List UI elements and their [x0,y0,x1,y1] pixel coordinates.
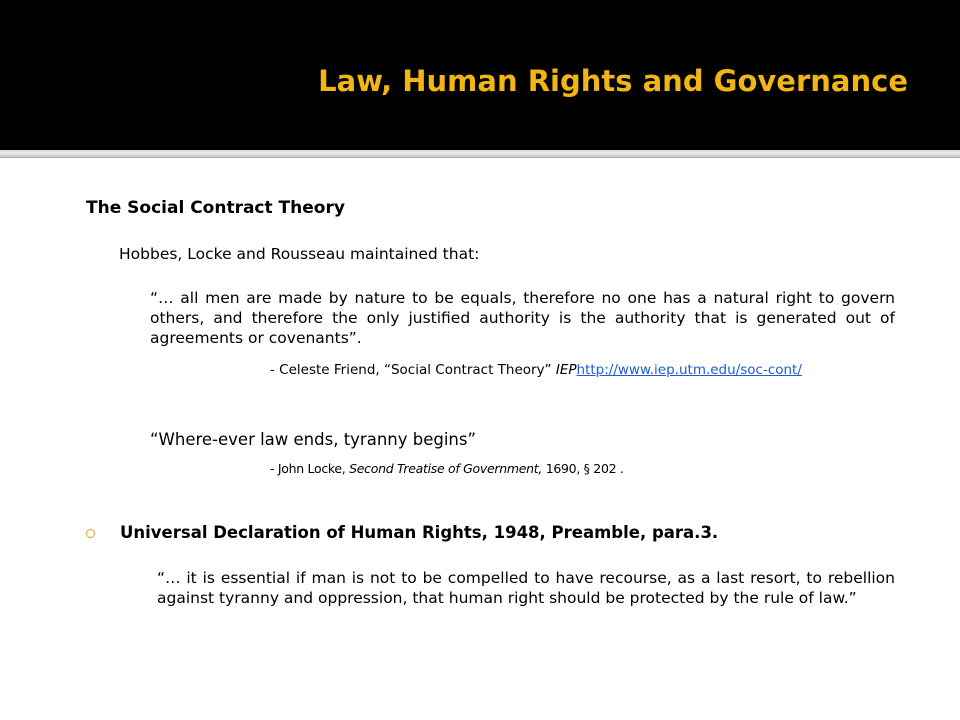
quote-locke: “Where-ever law ends, tyranny begins” [150,430,477,449]
quote-social-contract: “… all men are made by nature to be equals, therefore no one has a natural right to govern others, and therefore the only justified authority is the authority that is generated out of agreements or covenants”. [150,289,895,347]
section-heading-social-contract: The Social Contract Theory [86,198,345,218]
citation-friend [270,362,802,378]
header-divider [0,150,960,158]
slide-header [0,0,960,150]
quote-udhr: “… it is essential if man is not to be compelled to have recourse, as a last resort, to rebellion against tyranny and oppression, that human right should be protected by the rule of law.” [157,569,895,607]
section-heading-udhr: Universal Declaration of Human Rights, 1948, Preamble, para.3. [120,523,719,542]
citation-friend-source: IEP [555,362,577,378]
citation-locke-book: Second Treatise of Government, [349,461,543,476]
citation-friend-text: - Celeste Friend, “Social Contract Theory” [270,362,552,378]
citation-link[interactable]: http://www.iep.utm.edu/soc-cont/ [576,362,802,378]
slide-title: Law, Human Rights and Governance [318,64,908,98]
bullet-icon [86,529,95,538]
intro-text: Hobbes, Locke and Rousseau maintained that: [119,245,480,263]
citation-locke-year: 1690, § 202 . [545,461,624,476]
citation-locke-author: - John Locke, [270,461,346,476]
citation-locke [270,461,624,476]
